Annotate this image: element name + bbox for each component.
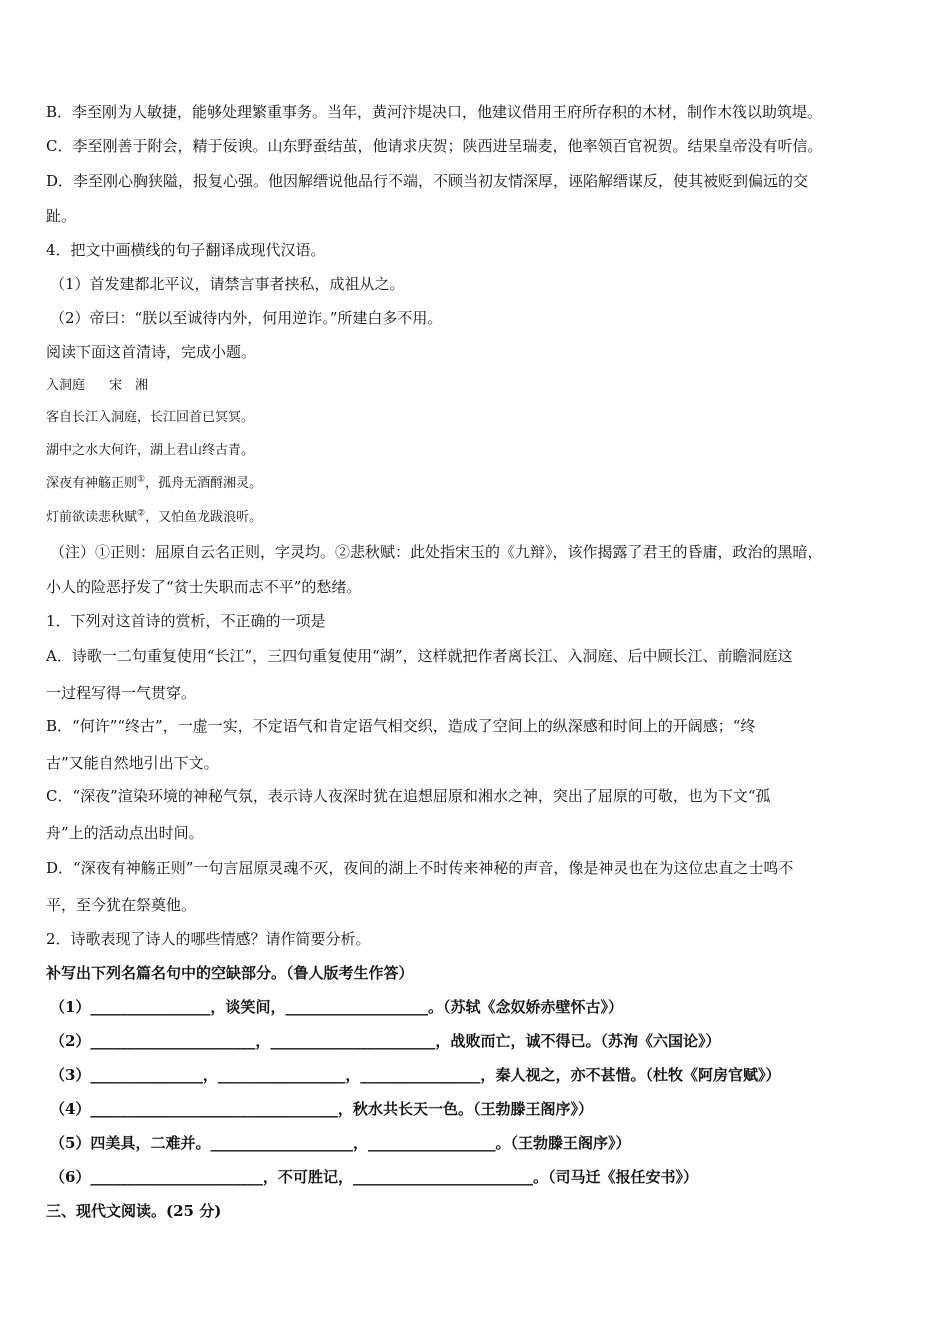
- poem-line-2: 湖中之水大何许，湖上君山终古青。: [46, 443, 255, 458]
- q4-sentence-2: （2）帝曰：“朕以至诚待内外，何用逆诈。”所建白多不用。: [50, 309, 443, 327]
- poem-heading: [46, 376, 148, 396]
- fill-item-5: （5）四美具，二难并。___________________，_________________。（王勃滕王阁序》）: [50, 1134, 631, 1152]
- q3-option-d-line2: 趾。: [46, 207, 77, 225]
- poem-q1-option-a-line2: 一过程写得一气贯穿。: [46, 684, 197, 702]
- fill-item-4: （4）_________________________________，秋水共长天一色。（王勃滕王阁序》）: [50, 1100, 593, 1118]
- poem-q1-option-a-line1: A．诗歌一二句重复使用“长江”，三四句重复使用“湖”，这样就把作者离长江、入洞庭、后中顾长江、前瞻洞庭这: [46, 647, 793, 665]
- poem-line-1: 客自长江入洞庭，长江回首已冥冥。: [46, 410, 255, 425]
- poem-title: 入洞庭: [46, 378, 86, 393]
- poem-author: 宋 湘: [109, 378, 149, 393]
- q3-option-b: B．李至刚为人敏捷，能够处理繁重事务。当年，黄河汴堤决口，他建议借用王府所存积的木材，制作木筏以助筑堤。: [46, 103, 823, 121]
- poem-q2: 2．诗歌表现了诗人的哪些情感？请作简要分析。: [46, 930, 371, 948]
- poem-line-4: 灯前欲读悲秋赋②，又怕鱼龙跋浪听。: [46, 508, 263, 525]
- poem-note-line2: 小人的险恶抒发了“贫士失职而志不平”的愁绪。: [46, 578, 362, 596]
- poem-q1-stem: 1．下列对这首诗的赏析，不正确的一项是: [46, 612, 326, 630]
- fill-item-1: （1）________________，谈笑间，___________________。（苏轼《念奴娇赤壁怀古》）: [50, 998, 623, 1016]
- poem-intro: 阅读下面这首清诗，完成小题。: [46, 343, 257, 361]
- poem-q1-option-c-line1: C．“深夜”渲染环境的神秘气氛，表示诗人夜深时犹在追想屈原和湘水之神，突出了屈原的可敬，也为下文“孤: [46, 787, 771, 805]
- poem-q1-option-c-line2: 舟”上的活动点出时间。: [46, 824, 204, 842]
- fill-item-3: （3）_______________，_________________，________________，秦人视之，亦不甚惜。（杜牧《阿房官赋》）: [50, 1066, 781, 1084]
- q4-title: 4．把文中画横线的句子翻译成现代汉语。: [46, 241, 326, 259]
- poem-q1-option-b-line2: 古”又能自然地引出下文。: [46, 754, 219, 772]
- fill-item-6: （6）_______________________，不可胜记，________________________。（司马迁《报任安书》）: [50, 1168, 698, 1186]
- fill-title: 补写出下列名篇名句中的空缺部分。（鲁人版考生作答）: [46, 964, 414, 982]
- poem-q1-option-d-line1: D．“深夜有神觞正则”一句言屈原灵魂不灭，夜间的湖上不时传来神秘的声音，像是神灵也在为这位忠直之士鸣不: [46, 859, 794, 877]
- q3-option-c: C．李至刚善于附会，精于佞谀。山东野蚕结茧，他请求庆贺；陕西进呈瑞麦，他率领百官祝贺。结果皇帝没有听信。: [46, 137, 823, 155]
- q3-option-d-line1: D．李至刚心胸狭隘，报复心强。他因解缙说他品行不端，不顾当初友情深厚，诬陷解缙谋反，使其被贬到偏远的交: [46, 172, 809, 190]
- fill-item-2: （2）______________________，______________________，战败而亡，诚不得已。（苏洵《六国论》）: [50, 1032, 721, 1050]
- q4-sentence-1: （1）首发建都北平议，请禁言事者挟私，成祖从之。: [50, 275, 405, 293]
- note-mark-1: ①: [137, 474, 146, 485]
- poem-q1-option-d-line2: 平，至今犹在祭奠他。: [46, 896, 197, 914]
- section-3-heading: 三、现代文阅读。(25 分): [46, 1202, 222, 1220]
- note-mark-2: ②: [137, 508, 146, 519]
- poem-q1-option-b-line1: B．“何许”“终古”，一虚一实，不定语气和肯定语气相交织，造成了空间上的纵深感和时间上的开阔感；“终: [46, 717, 756, 735]
- poem-note-line1: （注）①正则：屈原自云名正则，字灵均。②悲秋赋：此处指宋玉的《九辩》，该作揭露了君王的昏庸，政治的黑暗，: [50, 543, 823, 561]
- poem-line-3: 深夜有神觞正则①，孤舟无酒酹湘灵。: [46, 474, 263, 491]
